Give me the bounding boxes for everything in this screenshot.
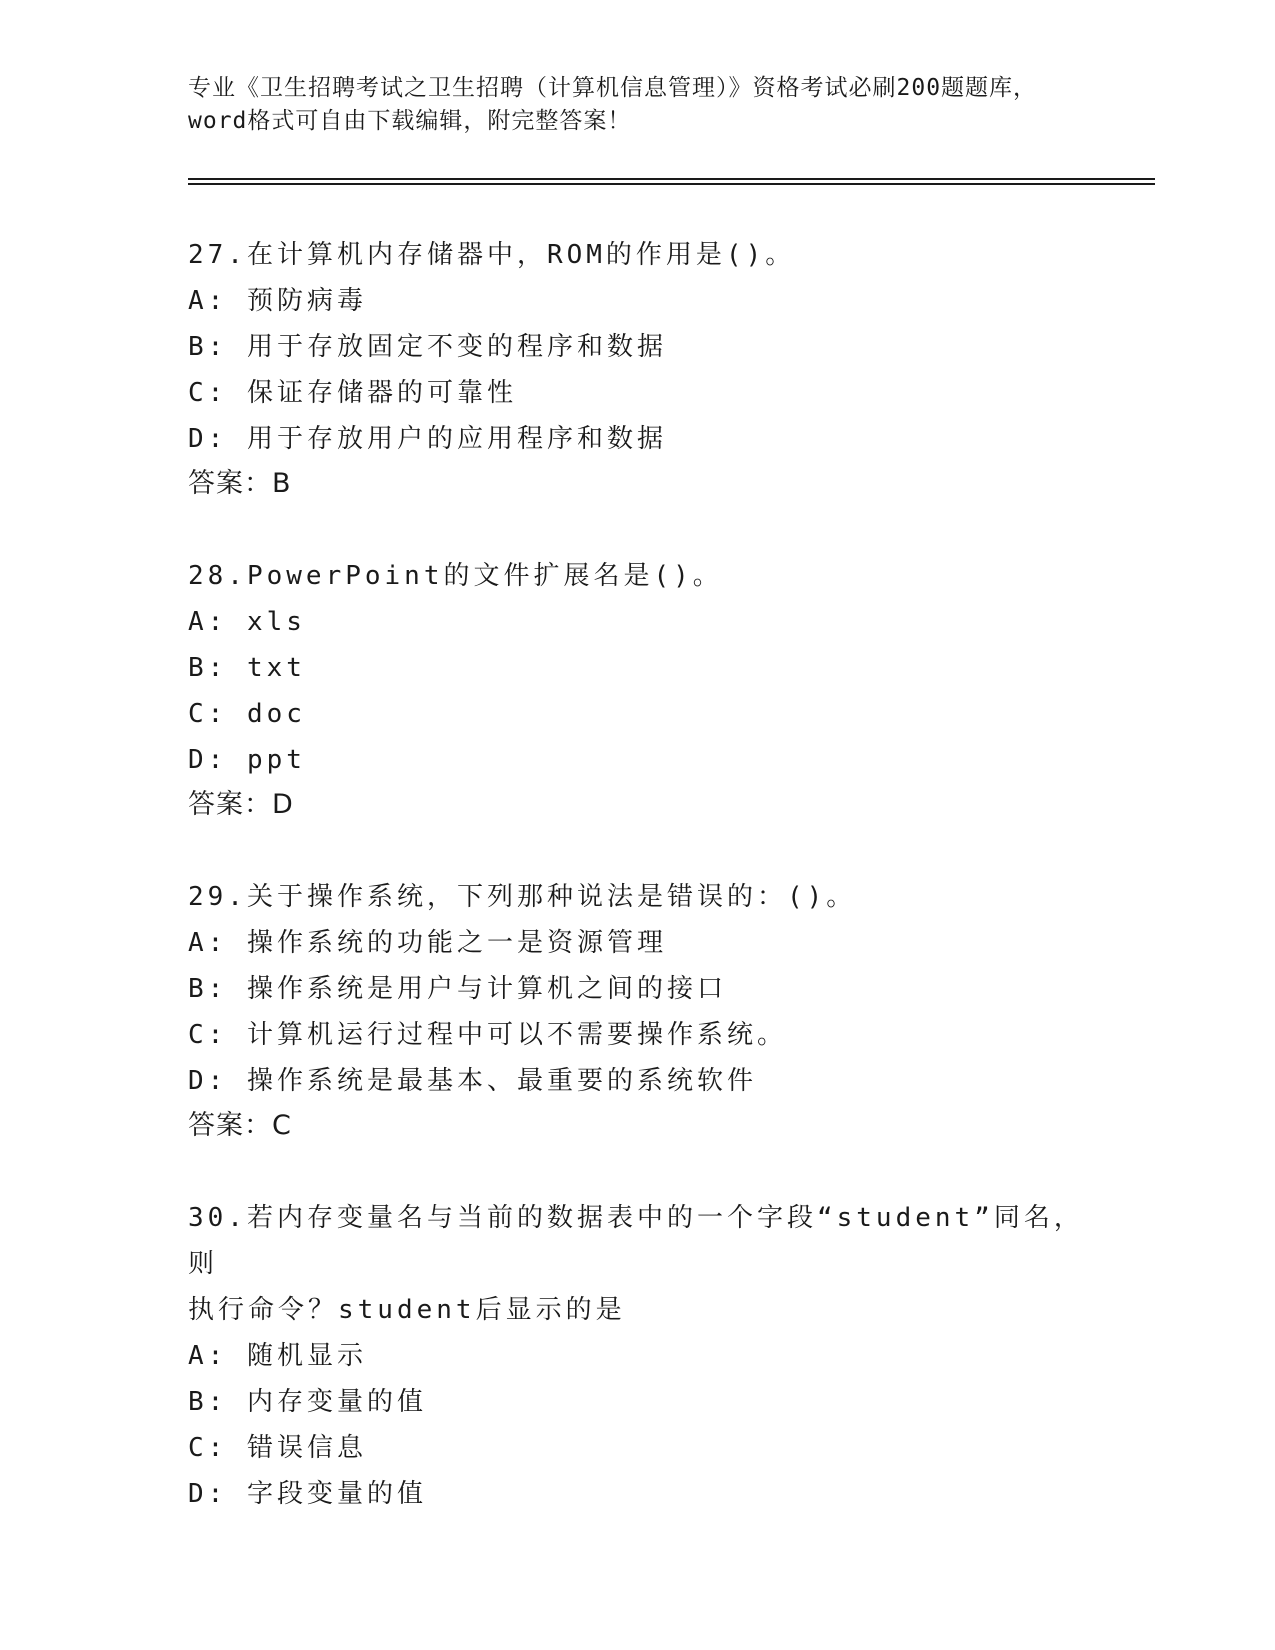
- document-header: [188, 72, 1088, 138]
- option-a: A: 操作系统的功能之一是资源管理: [188, 928, 667, 958]
- option-d: D: 操作系统是最基本、最重要的系统软件: [188, 1066, 757, 1096]
- option-a: A: 预防病毒: [188, 286, 367, 316]
- option-b: B: txt: [188, 653, 306, 683]
- option-c: C: 错误信息: [188, 1433, 367, 1463]
- option-d: D: 字段变量的值: [188, 1479, 427, 1509]
- option-c: C: 保证存储器的可靠性: [188, 378, 517, 408]
- question-list: [188, 232, 1088, 1564]
- question-30: [188, 1195, 1088, 1517]
- header-line-2: word格式可自由下载编辑，附完整答案！: [188, 108, 632, 134]
- option-c: C: doc: [188, 699, 306, 729]
- option-b: B: 操作系统是用户与计算机之间的接口: [188, 974, 727, 1004]
- option-b: B: 用于存放固定不变的程序和数据: [188, 332, 667, 362]
- option-c: C: 计算机运行过程中可以不需要操作系统。: [188, 1020, 787, 1050]
- question-27: [188, 232, 1088, 506]
- option-a: A: 随机显示: [188, 1341, 367, 1371]
- question-28: [188, 553, 1088, 827]
- option-b: B: 内存变量的值: [188, 1387, 427, 1417]
- option-d: D: 用于存放用户的应用程序和数据: [188, 424, 667, 454]
- question-stem-line-1: 30.若内存变量名与当前的数据表中的一个字段“student”同名，则: [188, 1203, 1084, 1279]
- question-stem: 28.PowerPoint的文件扩展名是()。: [188, 561, 723, 591]
- answer-label: 答案：D: [188, 789, 294, 820]
- answer-label: 答案：C: [188, 1110, 292, 1141]
- question-stem: 27.在计算机内存储器中，ROM的作用是()。: [188, 240, 796, 270]
- option-a: A: xls: [188, 607, 306, 637]
- header-divider-top: [188, 178, 1155, 180]
- question-stem-line-2: 执行命令？student后显示的是: [188, 1295, 626, 1325]
- answer-label: 答案：B: [188, 468, 292, 499]
- header-line-1: 专业《卫生招聘考试之卫生招聘（计算机信息管理）》资格考试必刷200题题库，: [188, 75, 1038, 101]
- option-d: D: ppt: [188, 745, 306, 775]
- question-stem: 29.关于操作系统，下列那种说法是错误的：()。: [188, 882, 857, 912]
- header-divider-bottom: [188, 183, 1155, 185]
- question-29: [188, 874, 1088, 1148]
